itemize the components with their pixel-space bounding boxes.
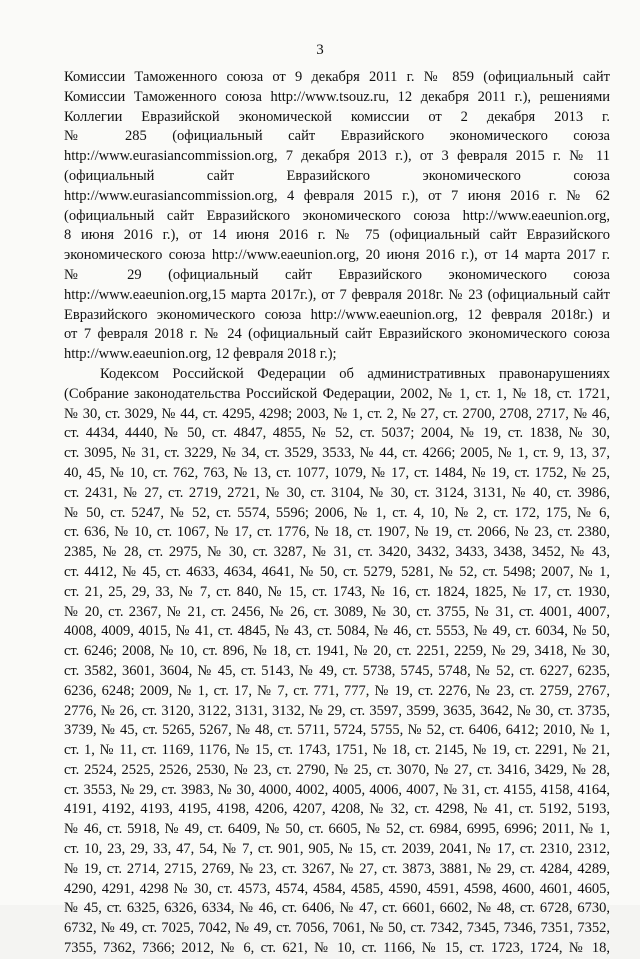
text-line: ст. 1, № 11, ст. 1169, 1176, № 15, ст. 1743, 1751, № 18, ст. 2145, № 19, ст. 2291, № 21,	[64, 742, 610, 759]
text-line: http://www.eaeunion.org, 12 февраля 2018 г.);	[64, 346, 337, 363]
text-line: Кодексом Российской Федерации об административных правонарушениях	[100, 365, 610, 382]
text-line: 4290, 4291, 4298 № 30, ст. 4573, 4574, 4584, 4585, 4590, 4591, 4598, 4600, 4601, 4605,	[64, 880, 610, 897]
text-line: Коллегии Евразийской экономической комиссии от 2 декабря 2013 г.	[64, 108, 610, 125]
text-line: http://www.eaeunion.org,15 марта 2017г.), от 7 февраля 2018г. № 23 (официальный сайт	[64, 286, 610, 303]
text-line: 3739, № 45, ст. 5265, 5267, № 48, ст. 5711, 5724, 5755, № 52, ст. 6406, 6412; 2010, № 1,	[64, 722, 610, 739]
text-line: ст. 636, № 10, ст. 1067, № 17, ст. 1776, № 18, ст. 1907, № 19, ст. 2066, № 23, ст. 2380,	[64, 524, 610, 541]
text-line: ст. 4412, № 45, ст. 4633, 4634, 4641, № 50, ст. 5279, 5281, № 52, ст. 5498; 2007, № 1,	[64, 563, 610, 580]
text-line: от 7 февраля 2018 г. № 24 (официальный сайт Евразийского экономического союза	[64, 326, 610, 343]
text-line: Комиссии Таможенного союза http://www.tsouz.ru, 12 декабря 2011 г.), решениями	[64, 88, 610, 105]
text-line: ст. 3553, № 29, ст. 3983, № 30, 4000, 4002, 4005, 4006, 4007, № 31, ст. 4155, 4158, 4164,	[64, 781, 610, 798]
text-line: № 45, ст. 6325, 6326, 6334, № 46, ст. 6406, № 47, ст. 6601, 6602, № 48, ст. 6728, 6730,	[64, 900, 610, 917]
text-line: 6732, № 49, ст. 7025, 7042, № 49, ст. 7056, 7061, № 50, ст. 7342, 7345, 7346, 7351, 7352,	[64, 920, 610, 937]
text-line: ст. 2431, № 27, ст. 2719, 2721, № 30, ст. 3104, № 30, ст. 3124, 3131, № 40, ст. 3986,	[64, 484, 610, 501]
text-line: ст. 2524, 2525, 2526, 2530, № 23, ст. 2790, № 25, ст. 3070, № 27, ст. 3416, 3429, № 28,	[64, 761, 610, 778]
text-line: Евразийского экономического союза http://www.eaeunion.org, 12 февраля 2018г.) и	[64, 306, 610, 323]
text-line: Комиссии Таможенного союза от 9 декабря 2011 г. № 859 (официальный сайт	[64, 69, 610, 85]
text-line: 4191, 4192, 4193, 4195, 4198, 4206, 4207, 4208, № 32, ст. 4298, № 41, ст. 5192, 5193,	[64, 801, 610, 818]
text-line: 40, 45, № 10, ст. 762, 763, № 13, ст. 1077, 1079, № 17, ст. 1484, № 19, ст. 1752, № 25,	[64, 464, 610, 481]
text-line: № 50, ст. 5247, № 52, ст. 5574, 5596; 2006, № 1, ст. 4, 10, № 2, ст. 172, 175, № 6,	[64, 504, 610, 521]
page-number: 3	[316, 42, 324, 58]
text-line: ст. 10, 23, 29, 33, 47, 54, № 7, ст. 901, 905, № 15, ст. 2039, 2041, № 17, ст. 2310, 2312,	[64, 841, 610, 858]
body-text	[64, 68, 610, 959]
text-line: 6236, 6248; 2009, № 1, ст. 17, № 7, ст. 771, 777, № 19, ст. 2276, № 23, ст. 2759, 2767,	[64, 682, 610, 699]
text-line: http://www.eurasiancommission.org, 7 декабря 2013 г.), от 3 февраля 2015 г. № 11	[64, 148, 610, 165]
text-line: № 19, ст. 2714, 2715, 2769, № 23, ст. 3267, № 27, ст. 3873, 3881, № 29, ст. 4284, 4289,	[64, 860, 610, 877]
text-line: ст. 6246; 2008, № 10, ст. 896, № 18, ст. 1941, № 20, ст. 2251, 2259, № 29, 3418, № 30,	[64, 643, 610, 660]
text-line: ст. 3582, 3601, 3604, № 45, ст. 5143, № 49, ст. 5738, 5745, 5748, № 52, ст. 6227, 6235,	[64, 662, 610, 679]
text-line: 7355, 7362, 7366; 2012, № 6, ст. 621, № 10, ст. 1166, № 15, ст. 1723, 1724, № 18,	[64, 940, 610, 957]
text-line: № 29 (официальный сайт Евразийского экономического союза	[64, 266, 610, 283]
text-line: № 30, ст. 3029, № 44, ст. 4295, 4298; 2003, № 1, ст. 2, № 27, ст. 2700, 2708, 2717, № 46,	[64, 405, 610, 422]
text-line: (официальный сайт Евразийского экономического союза http://www.eaeunion.org,	[64, 207, 610, 224]
text-line: № 46, ст. 5918, № 49, ст. 6409, № 50, ст. 6605, № 52, ст. 6984, 6995, 6996; 2011, № 1,	[64, 821, 610, 838]
text-line: 2385, № 28, ст. 2975, № 30, ст. 3287, № 31, ст. 3420, 3432, 3433, 3438, 3452, № 43,	[64, 544, 610, 561]
text-line: ст. 3095, № 31, ст. 3229, № 34, ст. 3529, 3533, № 44, ст. 4266; 2005, № 1, ст. 9, 13, 37,	[64, 445, 610, 462]
text-line: (официальный сайт Евразийского экономического союза	[64, 167, 610, 184]
text-line: http://www.eurasiancommission.org, 4 февраля 2015 г.), от 7 июня 2016 г. № 62	[64, 187, 610, 204]
text-line: № 285 (официальный сайт Евразийского экономического союза	[64, 128, 610, 145]
text-line: 4008, 4009, 4015, № 41, ст. 4845, № 43, ст. 5084, № 46, ст. 5553, № 49, ст. 6034, № 50,	[64, 623, 610, 640]
text-line: 2776, № 26, ст. 3120, 3122, 3131, 3132, № 29, ст. 3597, 3599, 3635, 3642, № 30, ст. 3735,	[64, 702, 610, 719]
text-line: 8 июня 2016 г.), от 14 июня 2016 г. № 75 (официальный сайт Евразийского	[64, 227, 610, 244]
text-line: ст. 21, 25, 29, 33, № 7, ст. 840, № 15, ст. 1743, № 16, ст. 1824, 1825, № 17, ст. 1930,	[64, 583, 610, 600]
text-line: ст. 4434, 4440, № 50, ст. 4847, 4855, № 52, ст. 5037; 2004, № 19, ст. 1838, № 30,	[64, 425, 610, 442]
text-line: (Собрание законодательства Российской Федерации, 2002, № 1, ст. 1, № 18, ст. 1721,	[64, 385, 610, 402]
text-line: экономического союза http://www.eaeunion.org, 20 июня 2016 г.), от 14 марта 2017 г.	[64, 247, 610, 264]
text-line: № 20, ст. 2367, № 21, ст. 2456, № 26, ст. 3089, № 30, ст. 3755, № 31, ст. 4001, 4007,	[64, 603, 610, 620]
